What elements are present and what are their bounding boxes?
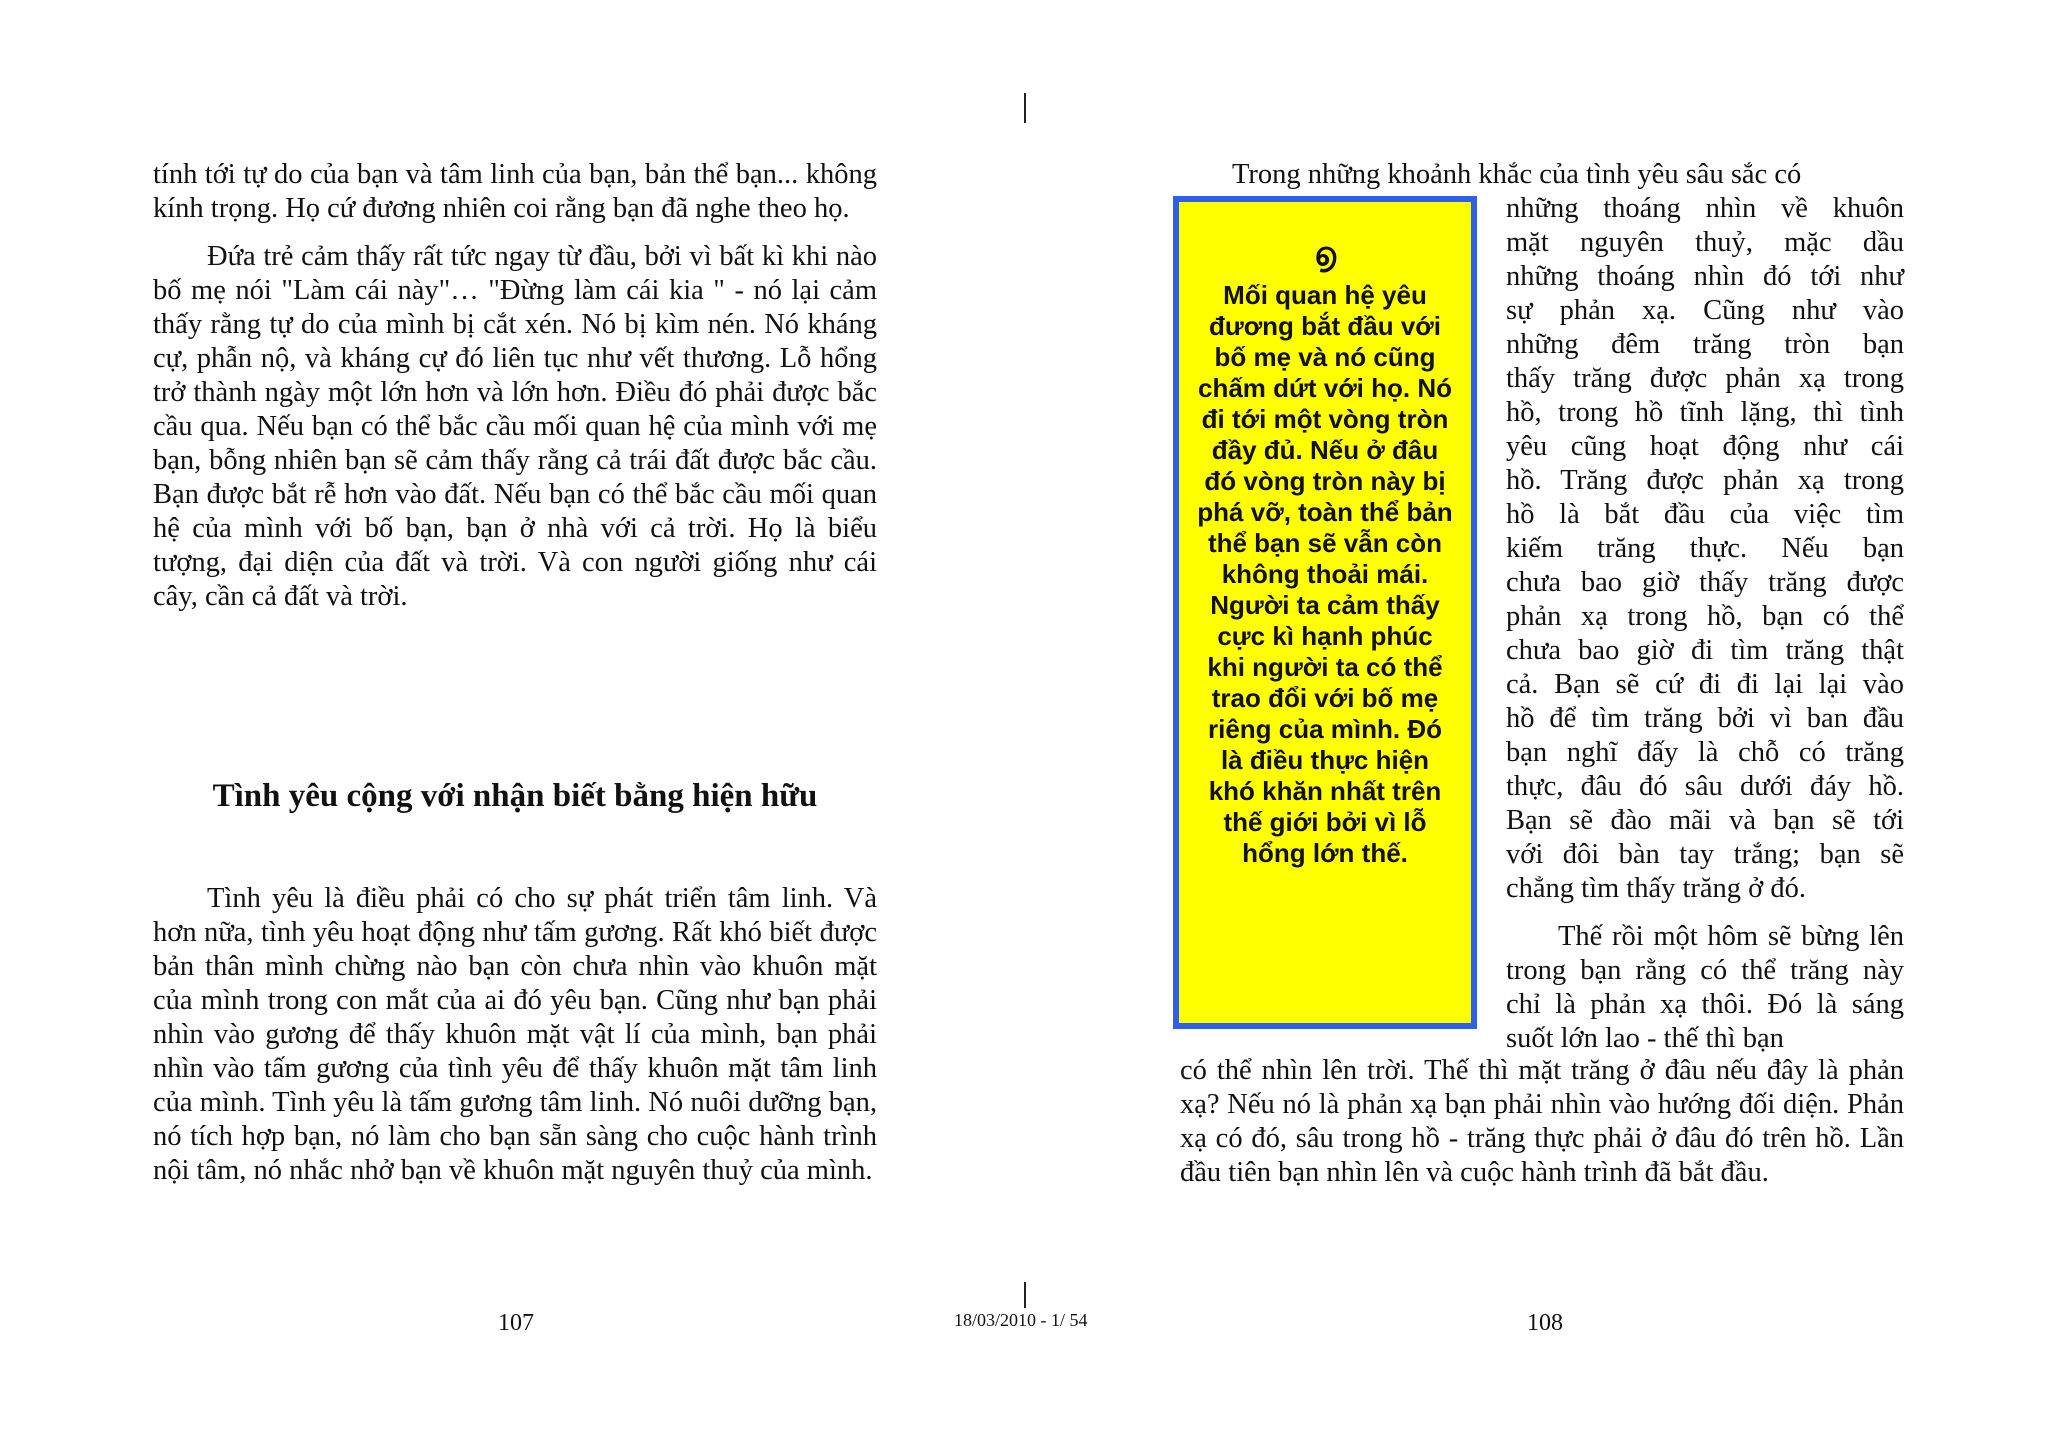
narrow-line: mặt nguyên thuỷ, mặc dầu (1506, 227, 1904, 258)
narrow-line: những thoáng nhìn về khuôn (1506, 193, 1904, 224)
narrow-line: yêu cũng hoạt động như cái (1506, 431, 1904, 462)
right-paragraph-2-wide: có thể nhìn lên trời. Thế thì mặt trăng ở đâu nếu đây là phản xạ? Nếu nó là phản xạ bạn phải nhìn vào hướng đối diện. Phản xạ có đó, sâu trong hồ - trăng thực phải ở đâu đó trên hồ. Lần đầu tiên bạn nhìn lên và cuộc hành trình đã bắt đầu. (1180, 1055, 1904, 1188)
left-page-number: 107 (498, 1310, 534, 1336)
left-paragraph-3: Tình yêu là điều phải có cho sự phát triển tâm linh. Và hơn nữa, tình yêu hoạt động như tấm gương. Rất khó biết được bản thân mình chừng nào bạn còn chưa nhìn vào khuôn mặt của mình trong con mắt của ai đó yêu bạn. Cũng như bạn phải nhìn vào gương để thấy khuôn mặt vật lí của mình, bạn phải nhìn vào tấm gương của tình yêu để thấy khuôn mặt tâm linh của mình. Tình yêu là tấm gương tâm linh. Nó nuôi dưỡng bạn, nó tích hợp bạn, nó làm cho bạn sẵn sàng cho cuộc hành trình nội tâm, nó nhắc nhở bạn về khuôn mặt nguyên thuỷ của mình. (153, 883, 877, 1186)
footer-date: 18/03/2010 - 1/ 54 (954, 1310, 1088, 1330)
narrow-line: những đêm trăng tròn bạn (1506, 329, 1904, 360)
pull-quote-box (1173, 196, 1477, 1029)
left-page-lower (153, 882, 877, 1188)
narrow-line: cả. Bạn sẽ cứ đi đi lại lại vào (1506, 669, 1904, 700)
narrow-line: hồ. Trăng được phản xạ trong (1506, 465, 1904, 496)
narrow-line: chưa bao giờ đi tìm trăng thật (1506, 635, 1904, 666)
narrow-line: hồ là bắt đầu của việc tìm (1506, 499, 1904, 530)
narrow-line: bạn nghĩ đấy là chỗ có trăng (1506, 737, 1904, 768)
narrow-lines (1506, 192, 1904, 906)
narrow-line: chẳng tìm thấy trăng ở đó. (1506, 873, 1807, 904)
right-page-number: 108 (1527, 1310, 1563, 1336)
right-first-line: Trong những khoảnh khắc của tình yêu sâu sắc có (1232, 159, 1802, 190)
divider-bottom (1024, 1282, 1026, 1308)
ornament-icon: ൭ (1314, 236, 1336, 272)
narrow-line: kiếm trăng thực. Nếu bạn (1506, 533, 1904, 564)
narrow-line: Bạn sẽ đào mãi và bạn sẽ tới (1506, 805, 1904, 836)
section-heading: Tình yêu cộng với nhận biết bằng hiện hữu (212, 778, 818, 814)
left-paragraph-1: tính tới tự do của bạn và tâm linh của bạn, bản thể bạn... không kính trọng. Họ cứ đương nhiên coi rằng bạn đã nghe theo họ. (153, 159, 877, 224)
narrow-line: với đôi bàn tay trắng; bạn sẽ (1506, 839, 1904, 870)
narrow-line: thấy trăng được phản xạ trong (1506, 363, 1904, 394)
pull-quote-text: Mối quan hệ yêu đương bắt đầu với bố mẹ và nó cũng chấm dứt với họ. Nó đi tới một vòng tròn đầy đủ. Nếu ở đâu đó vòng tròn này bị phá vỡ, toàn thể bản thể bạn sẽ vẫn còn không thoải mái. Người ta cảm thấy cực kì hạnh phúc khi người ta có thể trao đổi với bố mẹ riêng của mình. Đó là điều thực hiện khó khăn nhất trên thế giới bởi vì lỗ hổng lớn thế. (1197, 280, 1453, 868)
narrow-line: chưa bao giờ thấy trăng được (1506, 567, 1904, 598)
right-paragraph-2-narrow: Thế rồi một hôm sẽ bừng lên trong bạn rằng có thể trăng này chỉ là phản xạ thôi. Đó là sáng suốt lớn lao - thế thì bạn (1506, 921, 1904, 1054)
narrow-line: phản xạ trong hồ, bạn có thể (1506, 601, 1904, 632)
left-page (153, 158, 877, 614)
narrow-line: những thoáng nhìn đó tới như (1506, 261, 1904, 292)
narrow-line: hồ để tìm trăng bởi vì ban đầu (1506, 703, 1904, 734)
narrow-line: thực, đâu đó sâu dưới đáy hồ. (1506, 771, 1904, 802)
divider-top (1024, 93, 1026, 123)
narrow-line: hồ, trong hồ tĩnh lặng, thì tình (1506, 397, 1904, 428)
left-paragraph-2: Đứa trẻ cảm thấy rất tức ngay từ đầu, bởi vì bất kì khi nào bố mẹ nói "Làm cái này"… "Đừng làm cái kia " - nó lại cảm thấy rằng tự do của mình bị cắt xén. Nó bị kìm nén. Nó kháng cự, phẫn nộ, và kháng cự đó liên tục như vết thương. Lỗ hổng trở thành ngày một lớn hơn và lớn hơn. Điều đó phải được bắc cầu qua. Nếu bạn có thể bắc cầu mối quan hệ của mình với mẹ bạn, bỗng nhiên bạn sẽ cảm thấy rằng cả trái đất được bắc cầu. Bạn được bắt rễ hơn vào đất. Nếu bạn có thể bắc cầu mối quan hệ của mình với bố bạn, bạn ở nhà với cả trời. Họ là biểu tượng, đại diện của đất và trời. Và con người giống như cái cây, cần cả đất và trời. (153, 241, 877, 612)
right-narrow-column (1506, 192, 1904, 1056)
narrow-line: sự phản xạ. Cũng như vào (1506, 295, 1904, 326)
